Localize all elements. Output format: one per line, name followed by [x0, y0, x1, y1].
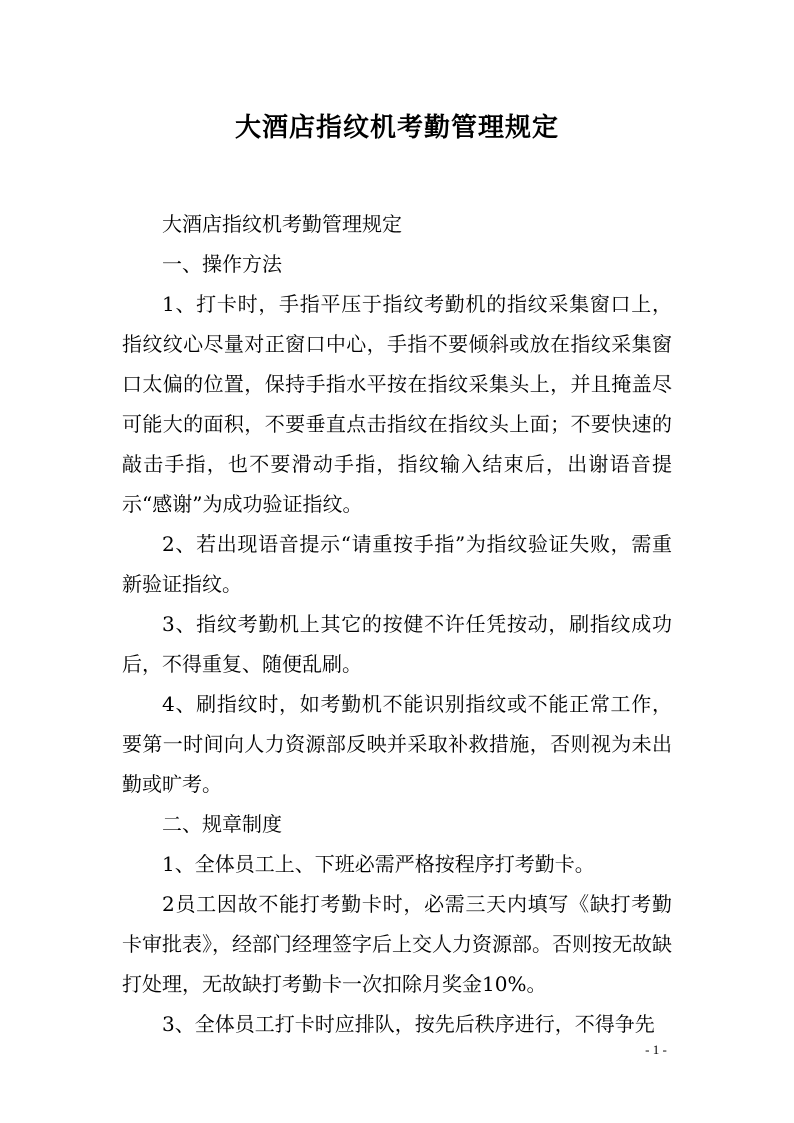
paragraph-2: 2、若出现语音提示“请重按手指”为指纹验证失败，需重新验证指纹。 — [122, 532, 672, 596]
section-heading-operation: 一、操作方法 — [162, 252, 282, 276]
document-title: 大酒店指纹机考勤管理规定 — [234, 113, 559, 143]
paragraph-6: 2员工因故不能打考勤卡时，必需三天内填写《缺打考勤卡审批表》，经部门经理签字后上交人力资源部。否则按无故缺打处理，无故缺打考勤卡一次扣除月奖金10%。 — [122, 892, 672, 996]
paragraph-7: 3、全体员工打卡时应排队，按先后秩序进行，不得争先 — [162, 1012, 655, 1036]
paragraph-1: 1、打卡时，手指平压于指纹考勤机的指纹采集窗口上，指纹纹心尽量对正窗口中心，手指不要倾斜或放在指纹采集窗口太偏的位置，保持手指水平按在指纹采集头上，并且掩盖尽可能大的面积，不要垂直点击指纹在指纹头上面；不要快速的敲击手指，也不要滑动手指，指纹输入结束后，出谢语音提示“感谢”为成功验证指纹。 — [122, 292, 672, 516]
section-heading-rules: 二、规章制度 — [162, 812, 282, 836]
document-body — [122, 204, 672, 1044]
page-number: - 1 - — [645, 1042, 667, 1057]
paragraph-5: 1、全体员工上、下班必需严格按程序打考勤卡。 — [162, 852, 595, 876]
paragraph-3: 3、指纹考勤机上其它的按健不许任凭按动，刷指纹成功后，不得重复、随便乱刷。 — [122, 612, 672, 676]
paragraph-4: 4、刷指纹时，如考勤机不能识别指纹或不能正常工作，要第一时间向人力资源部反映并采取补救措施，否则视为未出勤或旷考。 — [122, 692, 672, 796]
paragraph-doc-heading: 大酒店指纹机考勤管理规定 — [162, 212, 402, 236]
